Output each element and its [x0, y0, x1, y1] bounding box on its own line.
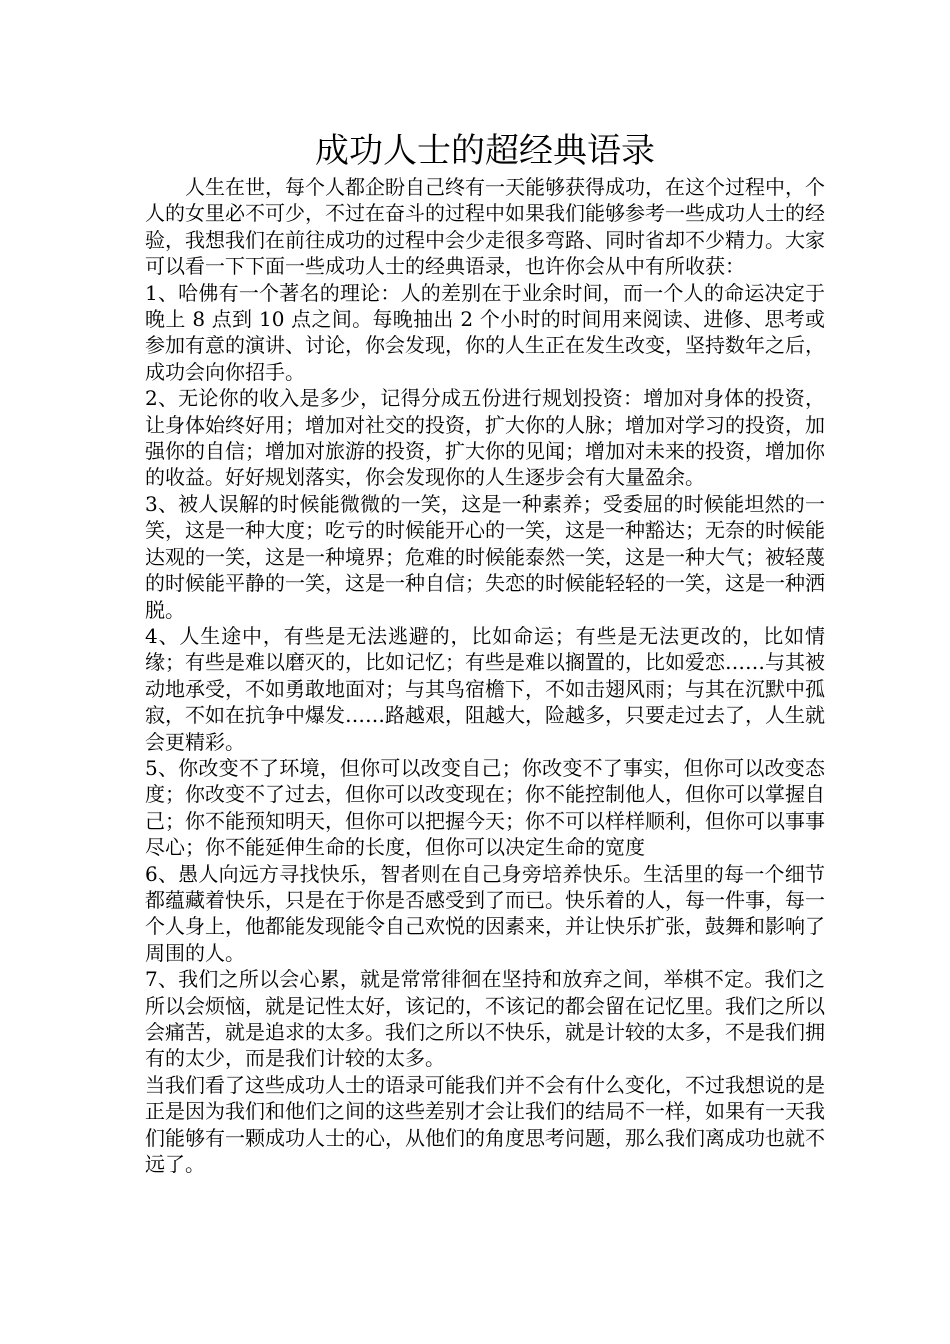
conclusion-paragraph: 当我们看了这些成功人士的语录可能我们并不会有什么变化，不过我想说的是正是因为我们和他们之间的这些差别才会让我们的结局不一样，如果有一天我们能够有一颗成功人士的心，从他们的角度思考问题，那么我们离成功也就不远了。 — [145, 1072, 825, 1177]
quote-item-2: 2、无论你的收入是多少，记得分成五份进行规划投资：增加对身体的投资，让身体始终好用；增加对社交的投资，扩大你的人脉；增加对学习的投资，加强你的自信；增加对旅游的投资，扩大你的见闻；增加对未来的投资，增加你的收益。好好规划落实，你会发现你的人生逐步会有大量盈余。 — [145, 386, 825, 490]
quote-item-3: 3、被人误解的时候能微微的一笑，这是一种素养；受委屈的时候能坦然的一笑，这是一种大度；吃亏的时候能开心的一笑，这是一种豁达；无奈的时候能达观的一笑，这是一种境界；危难的时候能泰然一笑，这是一种大气；被轻蔑的时候能平静的一笑，这是一种自信；失恋的时候能轻轻的一笑，这是一种洒脱。 — [145, 491, 825, 622]
quote-item-1: 1、哈佛有一个著名的理论：人的差别在于业余时间，而一个人的命运决定于晚上 8 点到 10 点之间。每晚抽出 2 个小时的时间用来阅读、进修、思考或参加有意的演讲、讨论，你会发现，你的人生正在发生改变，坚持数年之后，成功会向你招手。 — [145, 280, 825, 384]
quote-item-7: 7、我们之所以会心累，就是常常徘徊在坚持和放弃之间，举棋不定。我们之所以会烦恼，就是记性太好，该记的，不该记的都会留在记忆里。我们之所以会痛苦，就是追求的太多。我们之所以不快乐，就是计较的太多，不是我们拥有的太少，而是我们计较的太多。 — [145, 967, 825, 1071]
intro-paragraph: 人生在世，每个人都企盼自己终有一天能够获得成功，在这个过程中，个人的女里必不可少，不过在奋斗的过程中如果我们能够参考一些成功人士的经验，我想我们在前往成功的过程中会少走很多弯路、同时省却不少精力。大家可以看一下下面一些成功人士的经典语录，也许你会从中有所收获： — [145, 175, 825, 279]
document-title: 成功人士的超经典语录 — [315, 131, 655, 171]
document-body — [145, 128, 825, 1177]
quote-item-5: 5、你改变不了环境，但你可以改变自己；你改变不了事实，但你可以改变态度；你改变不了过去，但你可以改变现在；你不能控制他人，但你可以掌握自己；你不能预知明天，但你可以把握今天；你不可以样样顺利，但你可以事事尽心；你不能延伸生命的长度，但你可以决定生命的宽度 — [145, 755, 825, 860]
quote-item-4: 4、人生途中，有些是无法逃避的，比如命运；有些是无法更改的，比如情缘；有些是难以磨灭的，比如记忆；有些是难以搁置的，比如爱恋……与其被动地承受，不如勇敢地面对；与其鸟宿檐下，不如击翅风雨；与其在沉默中孤寂，不如在抗争中爆发……路越艰，阻越大，险越多，只要走过去了，人生就会更精彩。 — [145, 623, 825, 754]
quote-item-6: 6、愚人向远方寻找快乐，智者则在自己身旁培养快乐。生活里的每一个细节都蕴藏着快乐，只是在于你是否感受到了而已。快乐着的人，每一件事，每一个人身上，他都能发现能令自己欢悦的因素来，并让快乐扩张，鼓舞和影响了周围的人。 — [145, 861, 825, 965]
